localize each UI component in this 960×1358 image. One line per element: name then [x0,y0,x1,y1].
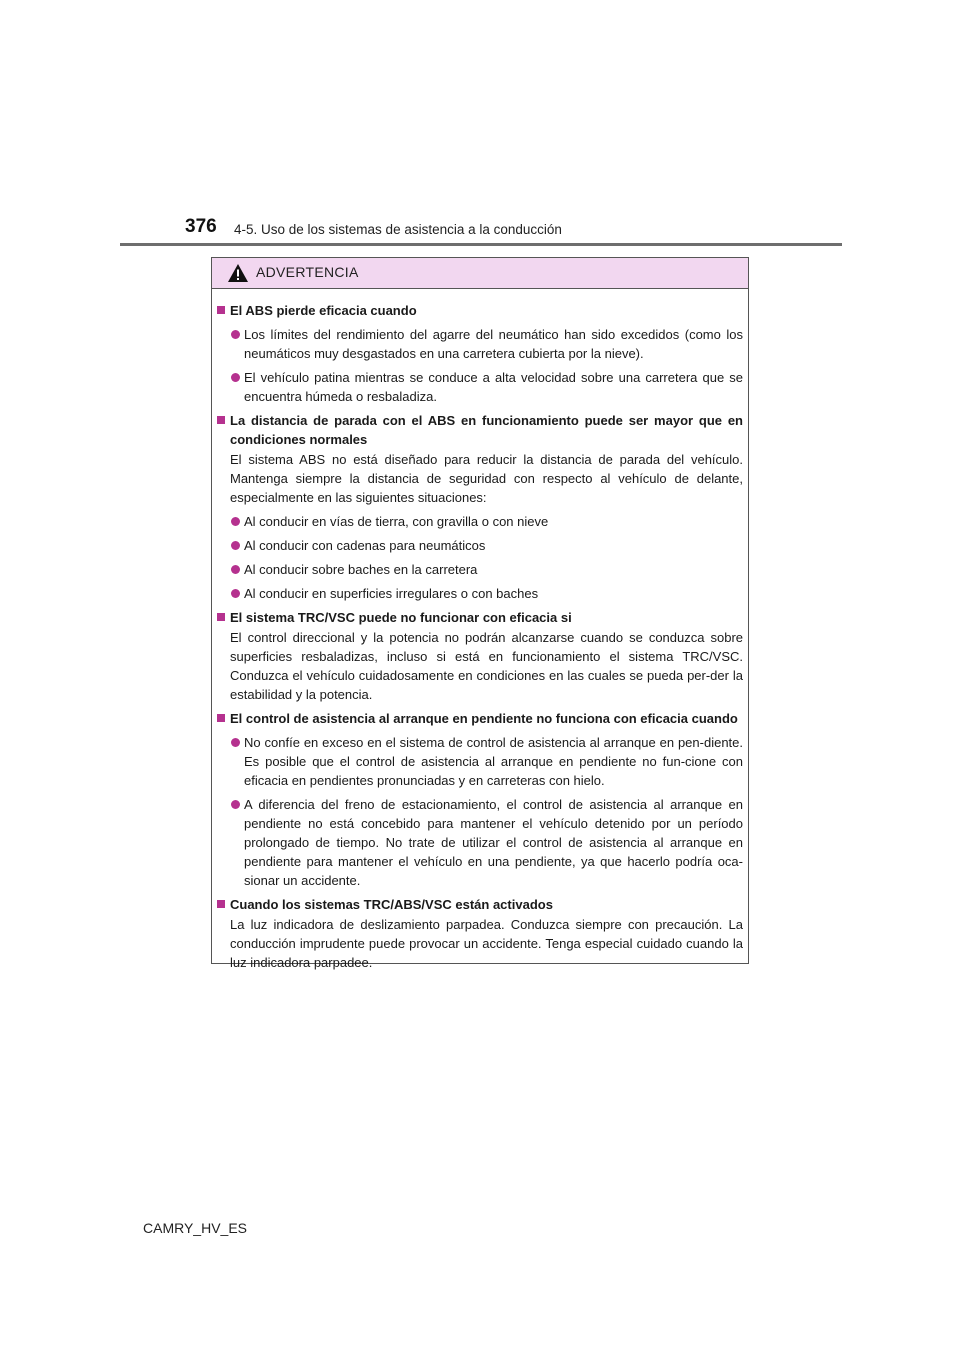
warning-header [212,258,748,289]
bullet-item [217,368,743,406]
round-bullet-icon [231,373,240,382]
section-heading [217,608,743,627]
body-paragraph [217,450,743,507]
header-rule [120,243,842,246]
item-text: El control direccional y la potencia no podrán alcanzarse cuando se conduzca sobre superficies resbaladizas, incluso si está en funcionamiento el sistema TRC/VSC. Conduzca el vehículo cuidadosamente en condiciones en las cuales se pueda per-der la estabilidad y la potencia. [230,630,743,702]
item-text: No confíe en exceso en el sistema de control de asistencia al arranque en pen-diente. Es posible que el control de asistencia al arranque en pendiente no fun-cione con eficacia en pendientes pronunciadas y en carreteras con hielo. [244,735,743,788]
item-text: El control de asistencia al arranque en pendiente no funciona con eficacia cuando [230,711,738,726]
section-heading [217,301,743,320]
item-text: El sistema ABS no está diseñado para reducir la distancia de parada del vehículo. Mantenga siempre la distancia de seguridad con respecto al vehículo de delante, especialmente en las siguientes situaciones: [230,452,743,505]
square-bullet-icon [217,416,225,424]
round-bullet-icon [231,330,240,339]
item-text: A diferencia del freno de estacionamiento, el control de asistencia al arranque en pendiente no está concebido para mantener el vehículo detenido por un período prolongado de tiempo. No trate de utilizar el control de asistencia al arranque en pendiente para mantener el vehículo en una pendiente, ya que hacerlo podría oca-sionar un accidente. [244,797,743,888]
item-text: Al conducir con cadenas para neumáticos [244,538,486,553]
warning-body [212,289,748,972]
item-text: Al conducir sobre baches en la carretera [244,562,478,577]
item-text: La distancia de parada con el ABS en funcionamiento puede ser mayor que en condiciones normales [230,413,743,447]
item-text: El ABS pierde eficacia cuando [230,303,417,318]
section-heading [217,709,743,728]
section-heading [217,895,743,914]
warning-box [211,257,749,970]
bullet-item [217,584,743,603]
bullet-item [217,733,743,790]
body-paragraph [217,915,743,972]
section-title: 4-5. Uso de los sistemas de asistencia a la conducción [234,222,562,237]
item-text: Cuando los sistemas TRC/ABS/VSC están activados [230,897,553,912]
round-bullet-icon [231,738,240,747]
round-bullet-icon [231,589,240,598]
page-number: 376 [185,216,217,237]
round-bullet-icon [231,565,240,574]
section-heading [217,411,743,449]
bullet-item [217,536,743,555]
bullet-item [217,795,743,890]
bullet-item [217,512,743,531]
warning-triangle-icon [227,263,249,283]
round-bullet-icon [231,517,240,526]
warning-title: ADVERTENCIA [256,264,359,280]
item-text: La luz indicadora de deslizamiento parpadea. Conduzca siempre con precaución. La conducción imprudente puede provocar un accidente. Tenga especial cuidado cuando la luz indicadora parpadee. [230,917,743,970]
body-paragraph [217,628,743,704]
bullet-item [217,325,743,363]
round-bullet-icon [231,541,240,550]
item-text: El sistema TRC/VSC puede no funcionar con eficacia si [230,610,572,625]
square-bullet-icon [217,306,225,314]
item-text: El vehículo patina mientras se conduce a alta velocidad sobre una carretera que se encuentra húmeda o resbaladiza. [244,370,743,404]
square-bullet-icon [217,613,225,621]
round-bullet-icon [231,800,240,809]
square-bullet-icon [217,714,225,722]
model-code: CAMRY_HV_ES [143,1220,248,1236]
item-text: Al conducir en superficies irregulares o con baches [244,586,539,601]
square-bullet-icon [217,900,225,908]
item-text: Al conducir en vías de tierra, con gravilla o con nieve [244,514,549,529]
item-text: Los límites del rendimiento del agarre del neumático han sido excedidos (como los neumáticos muy desgastados en una carretera cubierta por la nieve). [244,327,743,361]
bullet-item [217,560,743,579]
